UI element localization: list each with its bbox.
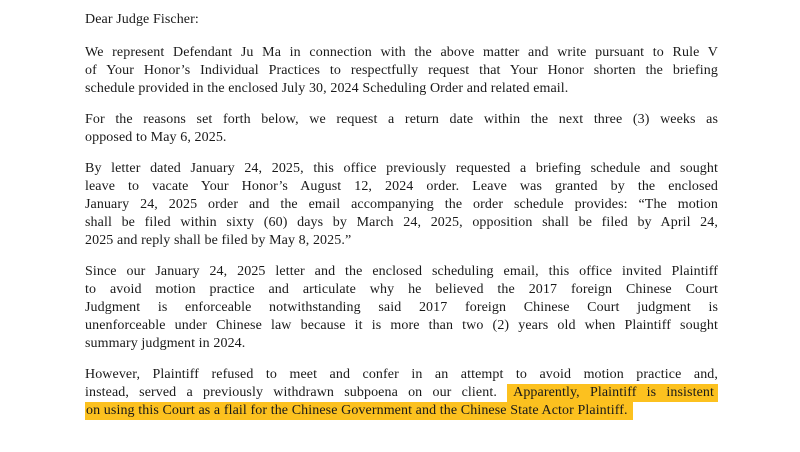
paragraph-1-line-3: schedule provided in the enclosed July 30, 2024 Scheduling Order and related email. xyxy=(85,81,569,96)
paragraph-4-line-2: to avoid motion practice and articulate why he believed the 2017 foreign Chinese Court xyxy=(85,282,718,297)
paragraph-5 xyxy=(85,366,718,420)
salutation: Dear Judge Fischer: xyxy=(85,12,199,27)
paragraph-3 xyxy=(85,160,718,250)
paragraph-5-line-2-plain: instead, served a previously withdrawn subpoena on our client. xyxy=(85,385,497,400)
paragraph-1-line-2: of Your Honor’s Individual Practices to respectfully request that Your Honor shorten the briefing xyxy=(85,63,718,78)
paragraph-4-line-1: Since our January 24, 2025 letter and the enclosed scheduling email, this office invited Plaintiff xyxy=(85,264,718,279)
highlighted-text-part-1: Apparently, Plaintiff is insistent xyxy=(507,384,718,402)
paragraph-2-line-1: For the reasons set forth below, we request a return date within the next three (3) weeks as xyxy=(85,112,718,127)
paragraph-5-line-3 xyxy=(85,402,718,420)
paragraph-4-line-4: unenforceable under Chinese law because it is more than two (2) years old when Plaintiff sought xyxy=(85,318,718,333)
paragraph-2 xyxy=(85,111,718,147)
paragraph-3-line-3: January 24, 2025 order and the email accompanying the order schedule provides: “The motion xyxy=(85,197,718,212)
paragraph-4-line-5: summary judgment in 2024. xyxy=(85,336,246,351)
paragraph-5-line-2 xyxy=(85,384,718,402)
paragraph-3-line-5: 2025 and reply shall be filed by May 8, 2025.” xyxy=(85,233,352,248)
paragraph-3-line-4: shall be filed within sixty (60) days by March 24, 2025, opposition shall be filed by April 24, xyxy=(85,215,718,230)
paragraph-4-line-3: Judgment is enforceable notwithstanding said 2017 foreign Chinese Court judgment is xyxy=(85,300,718,315)
paragraph-4 xyxy=(85,263,718,353)
letter-document xyxy=(85,11,718,433)
paragraph-5-line-1: However, Plaintiff refused to meet and confer in an attempt to avoid motion practice and, xyxy=(85,367,718,382)
paragraph-2-line-2: opposed to May 6, 2025. xyxy=(85,130,227,145)
paragraph-3-line-2: leave to vacate Your Honor’s August 12, 2024 order. Leave was granted by the enclosed xyxy=(85,179,718,194)
highlighted-text-part-2: on using this Court as a flail for the Chinese Government and the Chinese State Actor Plaintiff. xyxy=(85,402,633,420)
paragraph-3-line-1: By letter dated January 24, 2025, this office previously requested a briefing schedule and sought xyxy=(85,161,718,176)
paragraph-1 xyxy=(85,44,718,98)
paragraph-1-line-1: We represent Defendant Ju Ma in connection with the above matter and write pursuant to Rule V xyxy=(85,45,718,60)
